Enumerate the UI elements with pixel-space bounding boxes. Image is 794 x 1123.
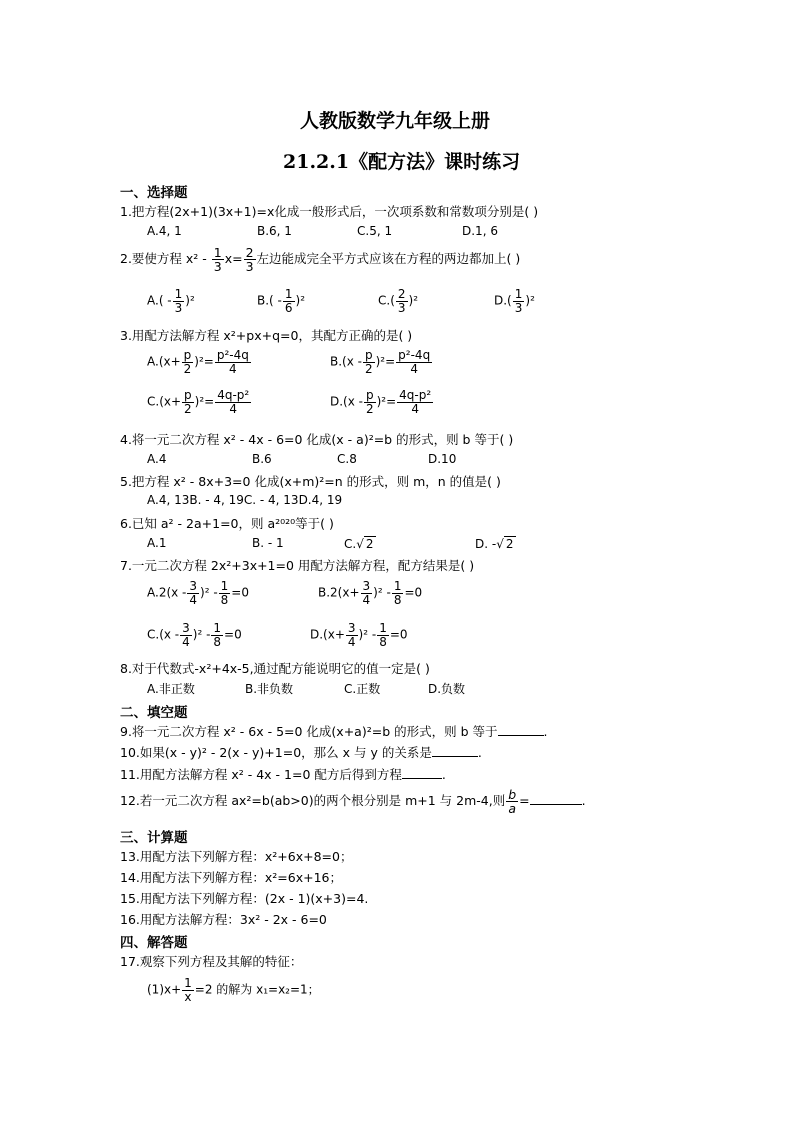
section-fill: 二、填空题: [120, 705, 188, 721]
q17-stem: 17.观察下列方程及其解的特征：: [120, 954, 303, 969]
doc-subtitle: 21.2.1《配方法》课时练习: [283, 151, 521, 173]
q15: 15.用配方法下列解方程：(2x - 1)(x+3)=4.: [120, 891, 369, 906]
q7-option-d: D.(x+ $\frac{3}{4}$ )² - $\frac{1}{8}$ =0: [310, 621, 408, 649]
q17-case-1: (1)x+ $\frac{1}{x}$ =2 的解为 x₁=x₂=1；: [147, 976, 320, 1004]
q14: 14.用配方法下列解方程：x²=6x+16；: [120, 870, 342, 885]
q10: 10.如果(x - y)² - 2(x - y)+1=0，那么 x 与 y 的关系是 .: [120, 745, 482, 760]
q3-option-d: D.(x - $\frac{p}{2}$ )²= $\frac{\text{4q-p²}}{4}$: [330, 388, 432, 416]
q16: 16.用配方法解方程：3x² - 2x - 6=0: [120, 912, 327, 927]
q8-option-d: D.负数: [428, 682, 466, 696]
q5-options: A.4, 13B. - 4, 19C. - 4, 13D.4, 19: [147, 493, 343, 507]
q2-option-a: A.( - $\frac{1}{3}$ )²: [147, 287, 195, 315]
q7-option-c: C.(x - $\frac{3}{4}$ )² - $\frac{1}{8}$ =0: [147, 621, 242, 649]
q1-option-d: D.1, 6: [462, 224, 498, 238]
q7-stem: 7.一元二次方程 2x²+3x+1=0 用配方法解方程，配方结果是( ): [120, 558, 475, 573]
q4-stem: 4.将一元二次方程 x² - 4x - 6=0 化成(x - a)²=b 的形式，则 b 等于( ): [120, 432, 514, 447]
q3-stem: 3.用配方法解方程 x²+px+q=0，其配方正确的是( ): [120, 328, 413, 343]
q1-stem: 1.把方程(2x+1)(3x+1)=x化成一般形式后，一次项系数和常数项分别是( ): [120, 204, 539, 219]
q6-option-c: C.√ 2: [344, 537, 374, 551]
q2-stem: 2.要使方程 x² - $\frac{1}{3}$ x= $\frac{2}{3}$ 左边能成完全平方式应该在方程的两边都加上( ): [120, 245, 521, 275]
doc-title: 人教版数学九年级上册: [300, 110, 491, 132]
section-choice: 一、选择题: [120, 185, 188, 201]
q13: 13.用配方法下列解方程：x²+6x+8=0；: [120, 849, 353, 864]
q6-option-a: A.1: [147, 536, 167, 550]
q9: 9.将一元二次方程 x² - 6x - 5=0 化成(x+a)²=b 的形式，则 b 等于 .: [120, 724, 548, 739]
q1-option-a: A.4, 1: [147, 224, 182, 238]
q6-stem: 6.已知 a² - 2a+1=0，则 a²⁰²⁰等于( ): [120, 516, 334, 531]
q3-option-b: B.(x - $\frac{p}{2}$ )²= $\frac{\text{p²-4q}}{4}$: [330, 348, 431, 376]
q4-option-c: C.8: [337, 452, 357, 466]
q12: 12.若一元二次方程 ax²=b(ab>0)的两个根分别是 m+1 与 2m-4,则 $\frac{b}{a}$ = .: [120, 787, 586, 817]
q4-option-b: B.6: [252, 452, 272, 466]
q6-option-b: B. - 1: [252, 536, 284, 550]
q2-option-c: C.( $\frac{2}{3}$ )²: [378, 287, 419, 315]
section-calc: 三、计算题: [120, 830, 188, 846]
q3-option-c: C.(x+ $\frac{p}{2}$ )²= $\frac{\text{4q-p²}}{4}$: [147, 388, 250, 416]
q6-option-d: D. -√ 2: [475, 537, 514, 551]
q4-option-d: D.10: [428, 452, 457, 466]
q7-option-b: B.2(x+ $\frac{3}{4}$ )² - $\frac{1}{8}$ =0: [318, 579, 423, 607]
q4-option-a: A.4: [147, 452, 167, 466]
q2-option-d: D.( $\frac{1}{3}$ )²: [494, 287, 535, 315]
section-answer: 四、解答题: [120, 935, 188, 951]
q7-option-a: A.2(x - $\frac{3}{4}$ )² - $\frac{1}{8}$ =0: [147, 579, 249, 607]
q1-option-b: B.6, 1: [257, 224, 292, 238]
q8-stem: 8.对于代数式-x²+4x-5,通过配方能说明它的值一定是( ): [120, 661, 430, 676]
q2-option-b: B.( - $\frac{1}{6}$ )²: [257, 287, 306, 315]
q8-option-c: C.正数: [344, 682, 381, 696]
q8-option-a: A.非正数: [147, 682, 195, 696]
q8-option-b: B.非负数: [245, 682, 294, 696]
q1-option-c: C.5, 1: [357, 224, 393, 238]
q11: 11.用配方法解方程 x² - 4x - 1=0 配方后得到方程 .: [120, 767, 446, 782]
q5-stem: 5.把方程 x² - 8x+3=0 化成(x+m)²=n 的形式，则 m，n 的值是( ): [120, 474, 501, 489]
q3-option-a: A.(x+ $\frac{p}{2}$ )²= $\frac{\text{p²-4q}}{4}$: [147, 348, 249, 376]
